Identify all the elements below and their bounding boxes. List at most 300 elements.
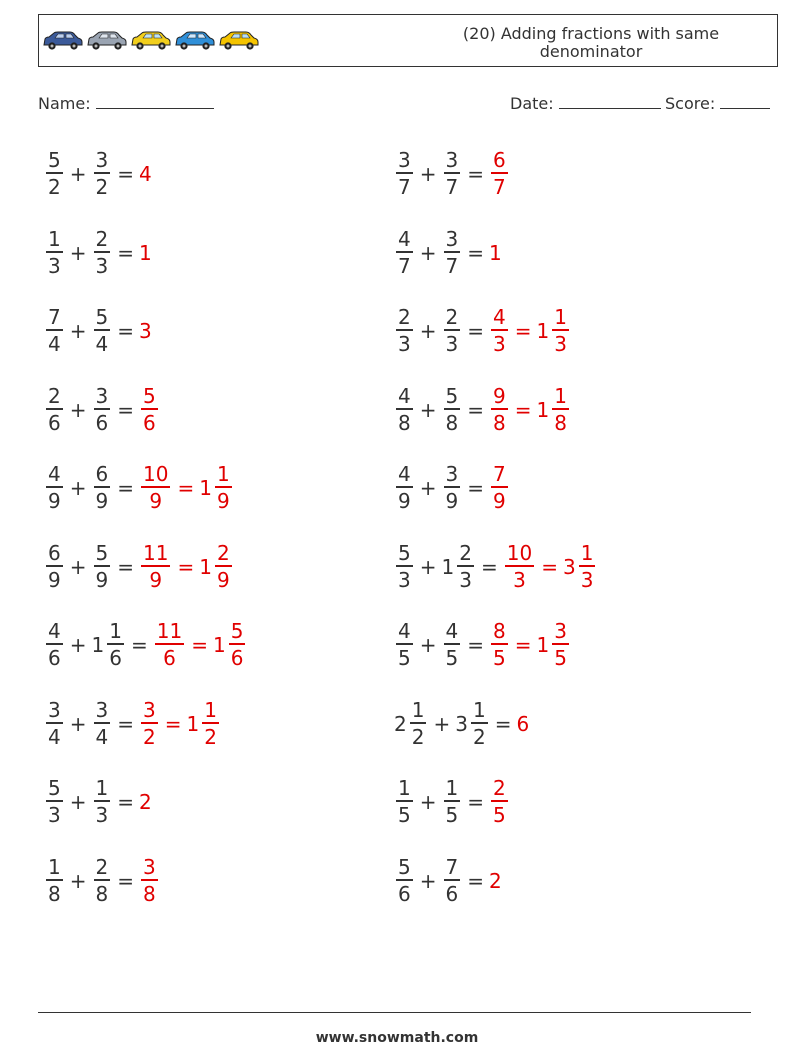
car-blue-pickup-icon — [174, 29, 216, 51]
denominator: 6 — [143, 410, 156, 435]
whole-number: 1 — [536, 397, 550, 422]
score-label: Score: — [665, 94, 716, 113]
fraction — [141, 855, 158, 907]
plus-sign: + — [419, 868, 437, 893]
denominator: 8 — [554, 410, 567, 435]
denominator: 7 — [493, 175, 506, 199]
operand — [394, 148, 415, 200]
equals-sign: = — [467, 397, 484, 422]
denominator: 6 — [398, 881, 411, 906]
denominator: 2 — [95, 175, 109, 199]
fraction — [410, 698, 427, 750]
numerator: 2 — [95, 226, 109, 251]
numerator: 1 — [95, 776, 109, 800]
answer — [213, 619, 247, 671]
date-label: Date: — [510, 94, 554, 113]
numerator: 2 — [95, 854, 109, 879]
fraction — [141, 462, 170, 514]
answer: 2 — [139, 790, 152, 814]
problem-20 — [394, 851, 502, 911]
operand — [44, 698, 65, 750]
operand — [455, 698, 489, 750]
numerator: 3 — [48, 697, 61, 722]
equals-sign: = — [117, 240, 134, 265]
answer: 6 — [516, 711, 530, 736]
fraction — [202, 698, 219, 750]
whole-number: 1 — [199, 476, 212, 500]
denominator: 8 — [143, 881, 156, 906]
operand — [442, 541, 476, 593]
plus-sign: + — [419, 633, 437, 657]
answer: 1 — [139, 240, 152, 265]
numerator: 4 — [398, 462, 411, 486]
plus-sign: + — [69, 397, 87, 422]
fraction — [94, 541, 111, 593]
numerator: 7 — [445, 854, 459, 879]
operand — [44, 855, 65, 907]
car-yellow-hatch-icon — [218, 29, 260, 51]
numerator: 4 — [48, 619, 61, 643]
equals-sign: = — [467, 162, 484, 186]
numerator: 1 — [109, 619, 122, 643]
denominator: 5 — [493, 803, 506, 827]
problem-11 — [44, 537, 234, 597]
whole-number: 1 — [212, 633, 226, 657]
fraction — [94, 855, 111, 907]
operand — [92, 384, 113, 436]
operand — [442, 148, 463, 200]
problem-9 — [44, 458, 234, 518]
fraction — [444, 305, 461, 357]
denominator: 9 — [445, 489, 459, 513]
whole-number: 1 — [186, 711, 200, 736]
operand — [394, 227, 415, 279]
problem-16 — [394, 694, 529, 754]
answer: 3 — [139, 319, 152, 343]
denominator: 8 — [445, 410, 459, 435]
fraction — [141, 384, 158, 436]
fraction — [46, 619, 63, 671]
denominator: 6 — [48, 646, 61, 670]
fraction — [444, 384, 461, 436]
equals-sign: = — [467, 790, 484, 814]
denominator: 3 — [95, 253, 109, 278]
operand — [394, 855, 415, 907]
fraction — [94, 227, 111, 279]
numerator: 2 — [459, 540, 472, 565]
answer — [199, 541, 233, 593]
operand — [92, 776, 113, 828]
numerator: 4 — [48, 462, 61, 486]
problem-1 — [44, 144, 152, 204]
equals-sign: = — [480, 554, 498, 579]
numerator: 1 — [554, 305, 567, 329]
denominator: 9 — [95, 489, 109, 513]
fraction — [491, 619, 508, 671]
numerator: 1 — [472, 697, 486, 722]
problem-10 — [394, 458, 510, 518]
fraction — [94, 384, 111, 436]
operand — [442, 227, 463, 279]
numerator: 3 — [398, 148, 411, 172]
footer-url: www.snowmath.com — [315, 1030, 479, 1046]
fraction — [396, 384, 413, 436]
fraction — [396, 462, 413, 514]
fraction — [229, 619, 246, 671]
plus-sign: + — [419, 240, 437, 265]
fraction — [155, 619, 184, 671]
answer — [187, 698, 221, 750]
denominator: 3 — [554, 332, 567, 356]
answer — [537, 619, 571, 671]
denominator: 5 — [445, 803, 459, 827]
denominator: 3 — [513, 567, 526, 592]
numerator: 3 — [445, 226, 459, 251]
fraction — [94, 776, 111, 828]
whole-number: 3 — [562, 554, 576, 579]
denominator: 7 — [445, 175, 459, 199]
fraction — [46, 698, 63, 750]
date-field[interactable] — [510, 94, 661, 113]
fraction — [505, 541, 534, 593]
numerator: 1 — [411, 697, 425, 722]
name-field[interactable] — [38, 94, 214, 113]
problem-13 — [44, 615, 247, 675]
numerator: 11 — [143, 540, 169, 565]
whole-number: 1 — [441, 554, 455, 579]
operand — [442, 776, 463, 828]
operand — [92, 855, 113, 907]
operand — [44, 619, 65, 671]
problem-14 — [394, 615, 571, 675]
equals-sign: = — [117, 868, 134, 893]
operand — [44, 462, 65, 514]
plus-sign: + — [69, 790, 87, 814]
whole-number: 3 — [455, 711, 468, 736]
answer: = — [541, 554, 558, 579]
problem-19 — [44, 851, 160, 911]
denominator: 3 — [48, 253, 61, 278]
numerator: 6 — [48, 540, 61, 565]
answer — [489, 384, 510, 436]
equals-sign: = — [117, 790, 134, 814]
answer — [489, 148, 510, 200]
footer-divider — [38, 1012, 751, 1013]
denominator: 8 — [95, 881, 109, 906]
operand — [92, 227, 113, 279]
fraction — [94, 462, 111, 514]
answer — [139, 698, 160, 750]
problem-8 — [394, 380, 571, 440]
operand — [394, 619, 415, 671]
denominator: 5 — [554, 646, 567, 670]
numerator: 3 — [95, 148, 109, 172]
equals-sign: = — [467, 319, 484, 343]
problem-15 — [44, 694, 221, 754]
answer — [537, 305, 571, 357]
plus-sign: + — [433, 711, 451, 736]
fraction — [94, 698, 111, 750]
denominator: 7 — [445, 253, 459, 278]
problem-18 — [394, 772, 510, 832]
answer — [489, 619, 510, 671]
operand — [92, 462, 113, 514]
denominator: 3 — [580, 567, 594, 592]
numerator: 10 — [143, 462, 169, 486]
fraction — [46, 462, 63, 514]
score-field[interactable] — [665, 94, 770, 113]
equals-sign: = — [117, 711, 134, 736]
whole-number: 2 — [394, 711, 407, 736]
fraction — [444, 619, 461, 671]
numerator: 5 — [230, 619, 244, 643]
fraction — [396, 305, 413, 357]
answer: 4 — [139, 162, 152, 186]
denominator: 9 — [149, 489, 163, 513]
answer: = — [177, 554, 195, 579]
fraction — [215, 462, 232, 514]
operand — [442, 855, 463, 907]
fraction — [46, 384, 63, 436]
plus-sign: + — [419, 319, 437, 343]
operand — [92, 698, 113, 750]
answer — [153, 619, 186, 671]
denominator: 7 — [398, 253, 411, 278]
equals-sign: = — [117, 319, 134, 343]
equals-sign: = — [117, 397, 134, 422]
fraction — [396, 227, 413, 279]
denominator: 5 — [493, 646, 506, 670]
denominator: 5 — [398, 646, 411, 670]
denominator: 6 — [163, 646, 176, 670]
answer — [537, 384, 571, 436]
numerator: 3 — [143, 854, 156, 879]
car-yellow-van-icon — [130, 29, 172, 51]
operand — [44, 776, 65, 828]
denominator: 6 — [445, 881, 459, 906]
fraction — [444, 776, 461, 828]
equals-sign: = — [467, 240, 484, 265]
equals-sign: = — [130, 633, 148, 657]
fraction — [491, 776, 508, 828]
answer — [489, 776, 510, 828]
operand — [44, 227, 65, 279]
problem-7 — [44, 380, 160, 440]
numerator: 1 — [216, 462, 230, 486]
numerator: 5 — [48, 776, 61, 800]
numerator: 1 — [445, 776, 459, 800]
answer: = — [177, 476, 195, 500]
denominator: 5 — [445, 646, 459, 670]
equals-sign: = — [467, 476, 484, 500]
fraction — [396, 541, 413, 593]
numerator: 4 — [445, 619, 459, 643]
fraction — [46, 148, 63, 200]
operand — [92, 148, 113, 200]
name-blank[interactable] — [96, 94, 214, 109]
numerator: 1 — [398, 776, 411, 800]
operand — [92, 305, 113, 357]
operand — [92, 541, 113, 593]
car-gray-sedan-icon — [86, 29, 128, 51]
fraction — [46, 541, 63, 593]
operand — [394, 541, 415, 593]
denominator: 7 — [398, 175, 411, 199]
problem-12 — [394, 537, 597, 597]
answer — [139, 462, 172, 514]
fraction — [444, 148, 461, 200]
fraction — [491, 384, 508, 436]
fraction — [552, 305, 569, 357]
numerator: 2 — [216, 540, 230, 565]
plus-sign: + — [419, 476, 437, 500]
fraction — [141, 698, 158, 750]
numerator: 1 — [554, 383, 567, 408]
denominator: 2 — [204, 724, 217, 749]
denominator: 9 — [149, 567, 163, 592]
numerator: 5 — [95, 305, 109, 329]
numerator: 5 — [95, 540, 109, 565]
denominator: 4 — [95, 724, 109, 749]
fraction — [107, 619, 124, 671]
problem-17 — [44, 772, 152, 832]
numerator: 3 — [554, 619, 567, 643]
operand — [442, 619, 463, 671]
operand — [44, 148, 65, 200]
plus-sign: + — [69, 711, 87, 736]
answer — [563, 541, 597, 593]
denominator: 3 — [398, 332, 411, 356]
numerator: 4 — [398, 619, 411, 643]
equals-sign: = — [467, 868, 484, 893]
operand — [394, 698, 428, 750]
answer: = — [514, 397, 532, 422]
fraction — [491, 462, 508, 514]
denominator: 3 — [95, 803, 109, 827]
numerator: 1 — [48, 854, 61, 879]
answer: = — [514, 633, 532, 657]
denominator: 4 — [95, 332, 109, 356]
fraction — [552, 619, 569, 671]
answer — [503, 541, 536, 593]
fraction — [46, 305, 63, 357]
numerator: 11 — [156, 619, 183, 643]
numerator: 2 — [493, 776, 506, 800]
answer: 2 — [489, 868, 502, 893]
plus-sign: + — [419, 397, 437, 422]
numerator: 6 — [95, 462, 109, 486]
fraction — [141, 541, 170, 593]
answer — [489, 462, 510, 514]
numerator: 3 — [445, 148, 459, 172]
numerator: 5 — [398, 540, 411, 565]
numerator: 5 — [48, 148, 61, 172]
numerator: 2 — [445, 305, 459, 329]
operand — [442, 462, 463, 514]
date-blank[interactable] — [559, 94, 661, 109]
numerator: 7 — [493, 462, 506, 486]
whole-number: 1 — [199, 554, 212, 579]
score-blank[interactable] — [720, 94, 770, 109]
fraction — [396, 148, 413, 200]
numerator: 3 — [95, 697, 109, 722]
operand — [92, 619, 126, 671]
numerator: 1 — [580, 540, 594, 565]
numerator: 2 — [48, 383, 61, 408]
denominator: 9 — [48, 489, 61, 513]
denominator: 3 — [459, 567, 472, 592]
answer: = — [514, 319, 532, 343]
denominator: 6 — [95, 410, 109, 435]
numerator: 1 — [48, 226, 61, 251]
numerator: 7 — [48, 305, 61, 329]
fraction — [396, 855, 413, 907]
answer — [139, 855, 160, 907]
numerator: 5 — [445, 383, 459, 408]
equals-sign: = — [467, 633, 484, 657]
answer: 1 — [489, 240, 502, 265]
denominator: 6 — [109, 646, 122, 670]
worksheet-header — [38, 14, 778, 67]
plus-sign: + — [69, 554, 87, 579]
answer: = — [191, 633, 208, 657]
denominator: 2 — [411, 724, 425, 749]
denominator: 8 — [398, 410, 411, 435]
fraction — [94, 148, 111, 200]
car-blue-sedan-icon — [42, 29, 84, 51]
plus-sign: + — [69, 240, 87, 265]
whole-number: 1 — [536, 319, 550, 343]
numerator: 4 — [493, 305, 506, 329]
fraction — [46, 855, 63, 907]
numerator: 10 — [506, 540, 533, 565]
operand — [394, 776, 415, 828]
denominator: 2 — [143, 724, 156, 749]
plus-sign: + — [69, 162, 87, 186]
denominator: 9 — [48, 567, 61, 592]
operand — [44, 541, 65, 593]
whole-number: 1 — [536, 633, 550, 657]
numerator: 5 — [143, 383, 156, 408]
numerator: 8 — [493, 619, 506, 643]
equals-sign: = — [117, 554, 134, 579]
fraction — [471, 698, 488, 750]
denominator: 9 — [216, 567, 230, 592]
numerator: 5 — [398, 854, 411, 879]
car-icons-strip — [42, 29, 260, 51]
fraction — [444, 462, 461, 514]
fraction — [491, 148, 508, 200]
fraction — [444, 227, 461, 279]
denominator: 5 — [398, 803, 411, 827]
numerator: 3 — [445, 462, 459, 486]
operand — [44, 305, 65, 357]
operand — [442, 384, 463, 436]
denominator: 6 — [48, 410, 61, 435]
whole-number: 1 — [91, 633, 105, 657]
denominator: 9 — [95, 567, 109, 592]
numerator: 9 — [493, 383, 506, 408]
worksheet-title: (20) Adding fractions with same denominator — [462, 24, 720, 61]
fraction — [396, 776, 413, 828]
equals-sign: = — [117, 162, 134, 186]
denominator: 9 — [216, 489, 230, 513]
denominator: 6 — [230, 646, 244, 670]
denominator: 3 — [48, 803, 61, 827]
denominator: 4 — [48, 724, 61, 749]
operand — [442, 305, 463, 357]
denominator: 3 — [493, 332, 506, 356]
